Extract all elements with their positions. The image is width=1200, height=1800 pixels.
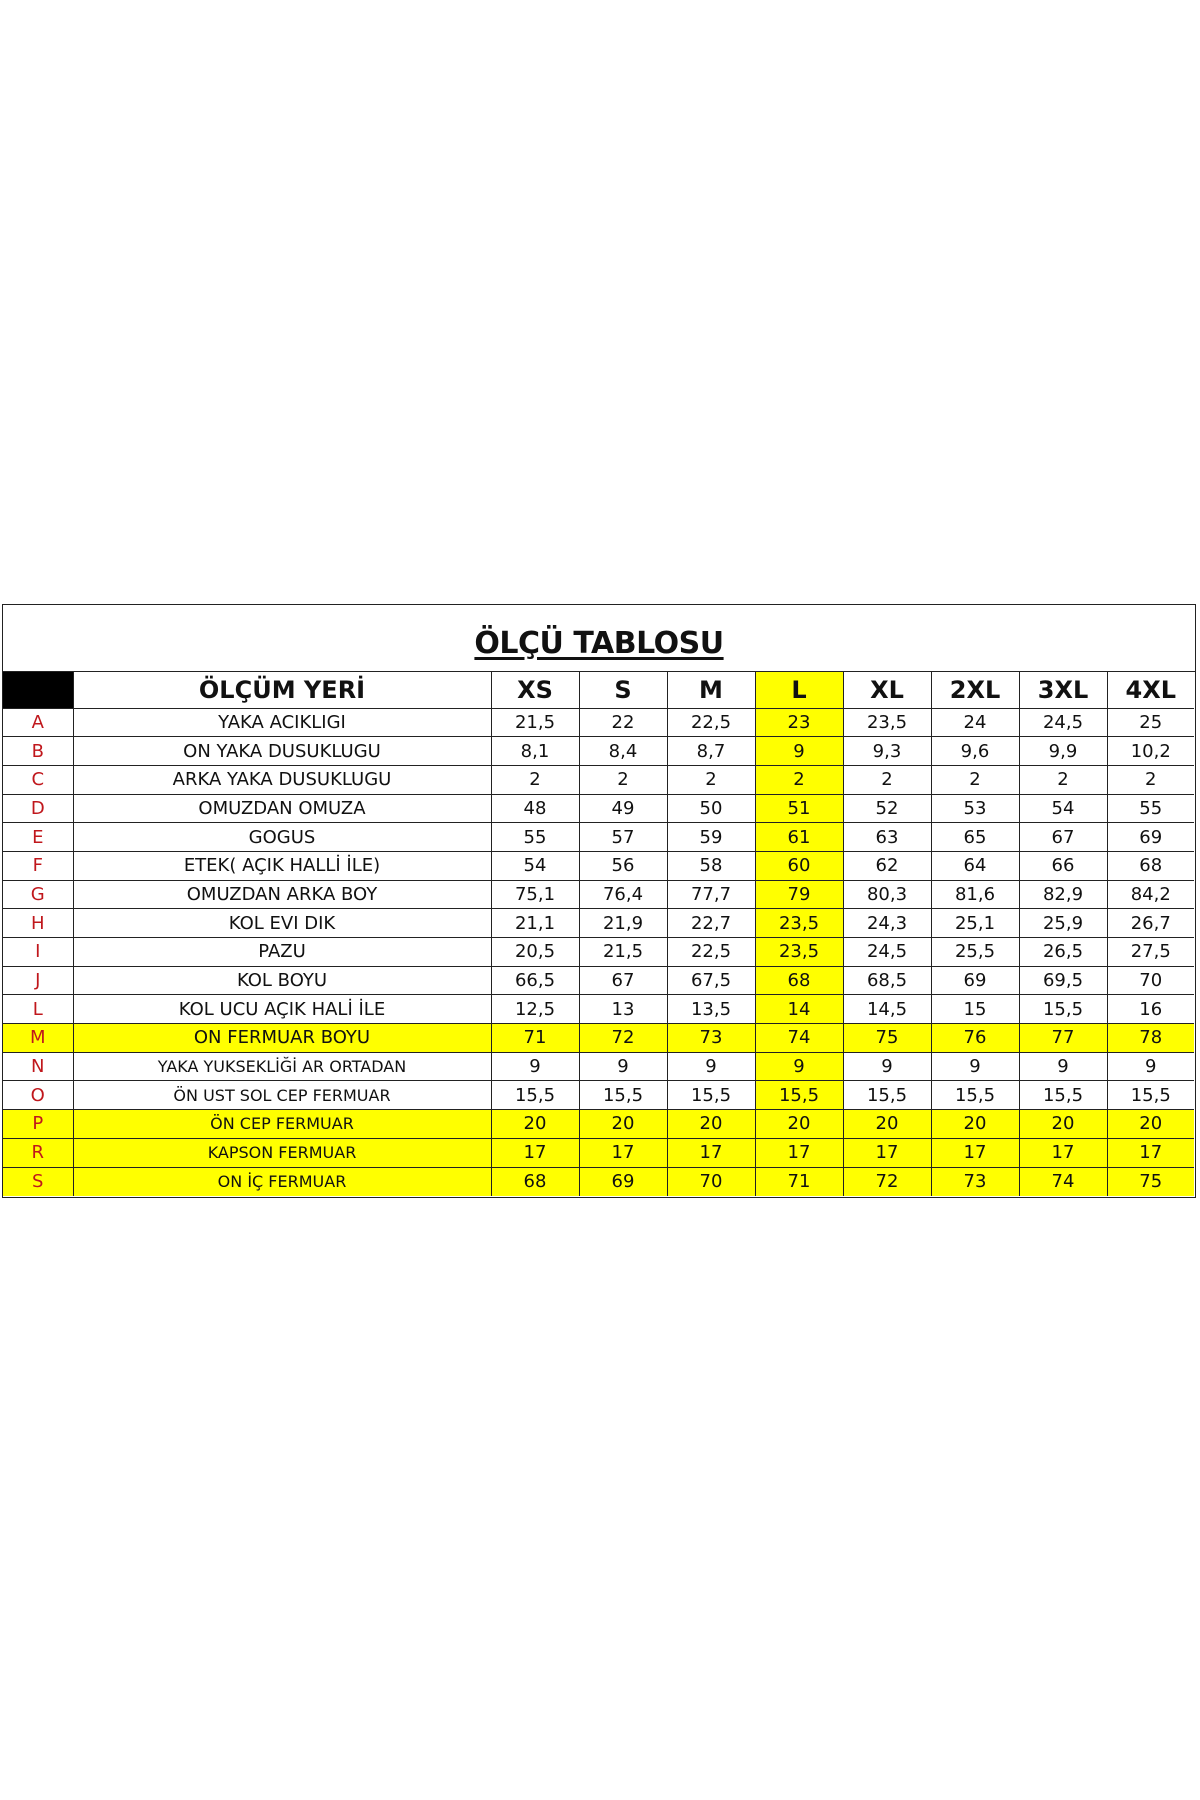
size-value-cell: 68: [1107, 851, 1194, 880]
size-value-cell: 25,5: [931, 938, 1019, 967]
size-value-cell: 23: [755, 708, 843, 737]
size-value-cell: 69: [1107, 823, 1194, 852]
size-value-cell: 15,5: [667, 1081, 755, 1110]
size-value-cell: 67: [579, 966, 667, 995]
size-value-cell: 77,7: [667, 880, 755, 909]
table-row: [3, 909, 1194, 938]
size-value-cell: 21,5: [491, 708, 579, 737]
chart-title: ÖLÇÜ TABLOSU: [474, 626, 724, 661]
size-value-cell: 20: [491, 1110, 579, 1139]
size-value-cell: 21,1: [491, 909, 579, 938]
measurement-label: ON İÇ FERMUAR: [73, 1167, 491, 1196]
size-value-cell: 57: [579, 823, 667, 852]
row-letter: A: [3, 708, 73, 737]
size-value-cell: 15,5: [1107, 1081, 1194, 1110]
measurement-label: PAZU: [73, 938, 491, 967]
size-value-cell: 68: [755, 966, 843, 995]
size-value-cell: 69: [931, 966, 1019, 995]
size-value-cell: 2: [491, 765, 579, 794]
size-value-cell: 15,5: [1019, 995, 1107, 1024]
row-letter: N: [3, 1052, 73, 1081]
table-row: [3, 938, 1194, 967]
size-header: M: [667, 672, 755, 708]
row-letter: G: [3, 880, 73, 909]
size-value-cell: 16: [1107, 995, 1194, 1024]
size-value-cell: 62: [843, 851, 931, 880]
table-row: [3, 995, 1194, 1024]
size-value-cell: 70: [667, 1167, 755, 1196]
table-row: [3, 708, 1194, 737]
size-value-cell: 22,5: [667, 708, 755, 737]
measurement-label: ON FERMUAR BOYU: [73, 1024, 491, 1053]
size-value-cell: 15,5: [931, 1081, 1019, 1110]
size-value-cell: 67: [1019, 823, 1107, 852]
size-header-highlighted: L: [755, 672, 843, 708]
size-value-cell: 71: [755, 1167, 843, 1196]
table-row: [3, 765, 1194, 794]
size-value-cell: 9: [755, 737, 843, 766]
size-value-cell: 50: [667, 794, 755, 823]
measurement-label: KOL BOYU: [73, 966, 491, 995]
size-value-cell: 69,5: [1019, 966, 1107, 995]
size-value-cell: 53: [931, 794, 1019, 823]
size-value-cell: 82,9: [1019, 880, 1107, 909]
size-value-cell: 17: [1019, 1138, 1107, 1167]
size-value-cell: 63: [843, 823, 931, 852]
size-value-cell: 15,5: [579, 1081, 667, 1110]
size-value-cell: 55: [491, 823, 579, 852]
measurement-label: ÖN UST SOL CEP FERMUAR: [73, 1081, 491, 1110]
size-value-cell: 21,5: [579, 938, 667, 967]
size-value-cell: 26,5: [1019, 938, 1107, 967]
size-value-cell: 15,5: [843, 1081, 931, 1110]
size-value-cell: 9: [1107, 1052, 1194, 1081]
size-header: 2XL: [931, 672, 1019, 708]
row-letter: R: [3, 1138, 73, 1167]
size-value-cell: 15,5: [1019, 1081, 1107, 1110]
size-value-cell: 22,7: [667, 909, 755, 938]
size-value-cell: 14,5: [843, 995, 931, 1024]
size-header: S: [579, 672, 667, 708]
row-letter: S: [3, 1167, 73, 1196]
size-value-cell: 75: [843, 1024, 931, 1053]
table-row: [3, 1052, 1194, 1081]
header-row: [3, 672, 1194, 708]
size-value-cell: 23,5: [755, 909, 843, 938]
table-row: [3, 966, 1194, 995]
size-value-cell: 58: [667, 851, 755, 880]
corner-cell: [3, 672, 73, 708]
size-value-cell: 2: [1107, 765, 1194, 794]
size-value-cell: 9,9: [1019, 737, 1107, 766]
size-header: 3XL: [1019, 672, 1107, 708]
size-value-cell: 76: [931, 1024, 1019, 1053]
measurement-label: KOL UCU AÇIK HALİ İLE: [73, 995, 491, 1024]
table-row: [3, 880, 1194, 909]
measurement-label: ON YAKA DUSUKLUGU: [73, 737, 491, 766]
measurement-label: KAPSON FERMUAR: [73, 1138, 491, 1167]
size-value-cell: 65: [931, 823, 1019, 852]
table-row: [3, 823, 1194, 852]
row-letter: J: [3, 966, 73, 995]
size-value-cell: 20: [579, 1110, 667, 1139]
size-value-cell: 72: [579, 1024, 667, 1053]
size-value-cell: 13,5: [667, 995, 755, 1024]
size-value-cell: 79: [755, 880, 843, 909]
size-value-cell: 9,6: [931, 737, 1019, 766]
size-value-cell: 20: [843, 1110, 931, 1139]
measurement-label: OMUZDAN OMUZA: [73, 794, 491, 823]
table-row: [3, 1167, 1194, 1196]
size-value-cell: 52: [843, 794, 931, 823]
size-value-cell: 21,9: [579, 909, 667, 938]
size-value-cell: 68: [491, 1167, 579, 1196]
size-value-cell: 9: [579, 1052, 667, 1081]
size-value-cell: 2: [1019, 765, 1107, 794]
row-letter: C: [3, 765, 73, 794]
size-value-cell: 15,5: [755, 1081, 843, 1110]
size-value-cell: 24,5: [1019, 708, 1107, 737]
size-value-cell: 59: [667, 823, 755, 852]
size-value-cell: 9,3: [843, 737, 931, 766]
size-value-cell: 76,4: [579, 880, 667, 909]
size-value-cell: 17: [667, 1138, 755, 1167]
size-value-cell: 10,2: [1107, 737, 1194, 766]
size-value-cell: 22: [579, 708, 667, 737]
measurement-label: ARKA YAKA DUSUKLUGU: [73, 765, 491, 794]
row-letter: L: [3, 995, 73, 1024]
size-value-cell: 9: [931, 1052, 1019, 1081]
size-value-cell: 60: [755, 851, 843, 880]
size-value-cell: 54: [1019, 794, 1107, 823]
size-value-cell: 23,5: [755, 938, 843, 967]
size-value-cell: 56: [579, 851, 667, 880]
row-letter: F: [3, 851, 73, 880]
size-value-cell: 2: [931, 765, 1019, 794]
size-value-cell: 20,5: [491, 938, 579, 967]
size-value-cell: 67,5: [667, 966, 755, 995]
size-value-cell: 23,5: [843, 708, 931, 737]
size-value-cell: 15,5: [491, 1081, 579, 1110]
measurement-label: OMUZDAN ARKA BOY: [73, 880, 491, 909]
size-value-cell: 20: [667, 1110, 755, 1139]
size-value-cell: 17: [579, 1138, 667, 1167]
size-value-cell: 17: [1107, 1138, 1194, 1167]
row-letter: D: [3, 794, 73, 823]
size-value-cell: 20: [931, 1110, 1019, 1139]
size-value-cell: 27,5: [1107, 938, 1194, 967]
size-value-cell: 9: [491, 1052, 579, 1081]
size-value-cell: 84,2: [1107, 880, 1194, 909]
size-value-cell: 20: [1107, 1110, 1194, 1139]
size-value-cell: 72: [843, 1167, 931, 1196]
measurement-label: GOGUS: [73, 823, 491, 852]
size-value-cell: 17: [931, 1138, 1019, 1167]
size-chart: [2, 604, 1196, 1198]
size-value-cell: 74: [1019, 1167, 1107, 1196]
size-value-cell: 69: [579, 1167, 667, 1196]
size-value-cell: 24: [931, 708, 1019, 737]
table-row: [3, 1138, 1194, 1167]
size-value-cell: 17: [755, 1138, 843, 1167]
row-letter: P: [3, 1110, 73, 1139]
size-value-cell: 17: [843, 1138, 931, 1167]
size-value-cell: 78: [1107, 1024, 1194, 1053]
title-row: [3, 605, 1195, 672]
size-value-cell: 2: [667, 765, 755, 794]
table-row: [3, 794, 1194, 823]
table-row: [3, 737, 1194, 766]
size-value-cell: 71: [491, 1024, 579, 1053]
size-value-cell: 14: [755, 995, 843, 1024]
size-value-cell: 20: [755, 1110, 843, 1139]
size-value-cell: 2: [579, 765, 667, 794]
table-body: [3, 708, 1194, 1196]
size-value-cell: 26,7: [1107, 909, 1194, 938]
row-letter: E: [3, 823, 73, 852]
size-value-cell: 13: [579, 995, 667, 1024]
measurement-label: ÖN CEP FERMUAR: [73, 1110, 491, 1139]
size-value-cell: 17: [491, 1138, 579, 1167]
size-value-cell: 2: [843, 765, 931, 794]
size-value-cell: 80,3: [843, 880, 931, 909]
size-value-cell: 75: [1107, 1167, 1194, 1196]
size-value-cell: 77: [1019, 1024, 1107, 1053]
size-value-cell: 25,1: [931, 909, 1019, 938]
row-letter: M: [3, 1024, 73, 1053]
table-row: [3, 1024, 1194, 1053]
size-value-cell: 9: [667, 1052, 755, 1081]
size-value-cell: 75,1: [491, 880, 579, 909]
table-row: [3, 1110, 1194, 1139]
size-value-cell: 24,3: [843, 909, 931, 938]
size-value-cell: 25,9: [1019, 909, 1107, 938]
size-value-cell: 64: [931, 851, 1019, 880]
size-value-cell: 61: [755, 823, 843, 852]
row-letter: O: [3, 1081, 73, 1110]
size-value-cell: 9: [1019, 1052, 1107, 1081]
table-row: [3, 851, 1194, 880]
size-value-cell: 68,5: [843, 966, 931, 995]
measurement-label: YAKA YUKSEKLİĞİ AR ORTADAN: [73, 1052, 491, 1081]
size-value-cell: 8,4: [579, 737, 667, 766]
size-value-cell: 66: [1019, 851, 1107, 880]
size-header: XS: [491, 672, 579, 708]
size-value-cell: 66,5: [491, 966, 579, 995]
size-value-cell: 12,5: [491, 995, 579, 1024]
size-value-cell: 20: [1019, 1110, 1107, 1139]
size-value-cell: 55: [1107, 794, 1194, 823]
size-value-cell: 48: [491, 794, 579, 823]
size-header: 4XL: [1107, 672, 1194, 708]
size-value-cell: 70: [1107, 966, 1194, 995]
size-value-cell: 9: [755, 1052, 843, 1081]
row-letter: H: [3, 909, 73, 938]
measurement-label: YAKA ACIKLIGI: [73, 708, 491, 737]
row-letter: B: [3, 737, 73, 766]
size-value-cell: 74: [755, 1024, 843, 1053]
size-value-cell: 22,5: [667, 938, 755, 967]
size-value-cell: 24,5: [843, 938, 931, 967]
size-value-cell: 8,1: [491, 737, 579, 766]
size-value-cell: 51: [755, 794, 843, 823]
size-value-cell: 81,6: [931, 880, 1019, 909]
size-value-cell: 15: [931, 995, 1019, 1024]
size-header: XL: [843, 672, 931, 708]
table-row: [3, 1081, 1194, 1110]
size-value-cell: 49: [579, 794, 667, 823]
measurement-label: KOL EVI DIK: [73, 909, 491, 938]
size-value-cell: 73: [931, 1167, 1019, 1196]
size-table: [3, 672, 1194, 1196]
row-letter: I: [3, 938, 73, 967]
size-value-cell: 2: [755, 765, 843, 794]
size-value-cell: 54: [491, 851, 579, 880]
size-value-cell: 73: [667, 1024, 755, 1053]
size-value-cell: 9: [843, 1052, 931, 1081]
label-header: ÖLÇÜM YERİ: [73, 672, 491, 708]
measurement-label: ETEK( AÇIK HALLİ İLE): [73, 851, 491, 880]
size-value-cell: 25: [1107, 708, 1194, 737]
size-value-cell: 8,7: [667, 737, 755, 766]
